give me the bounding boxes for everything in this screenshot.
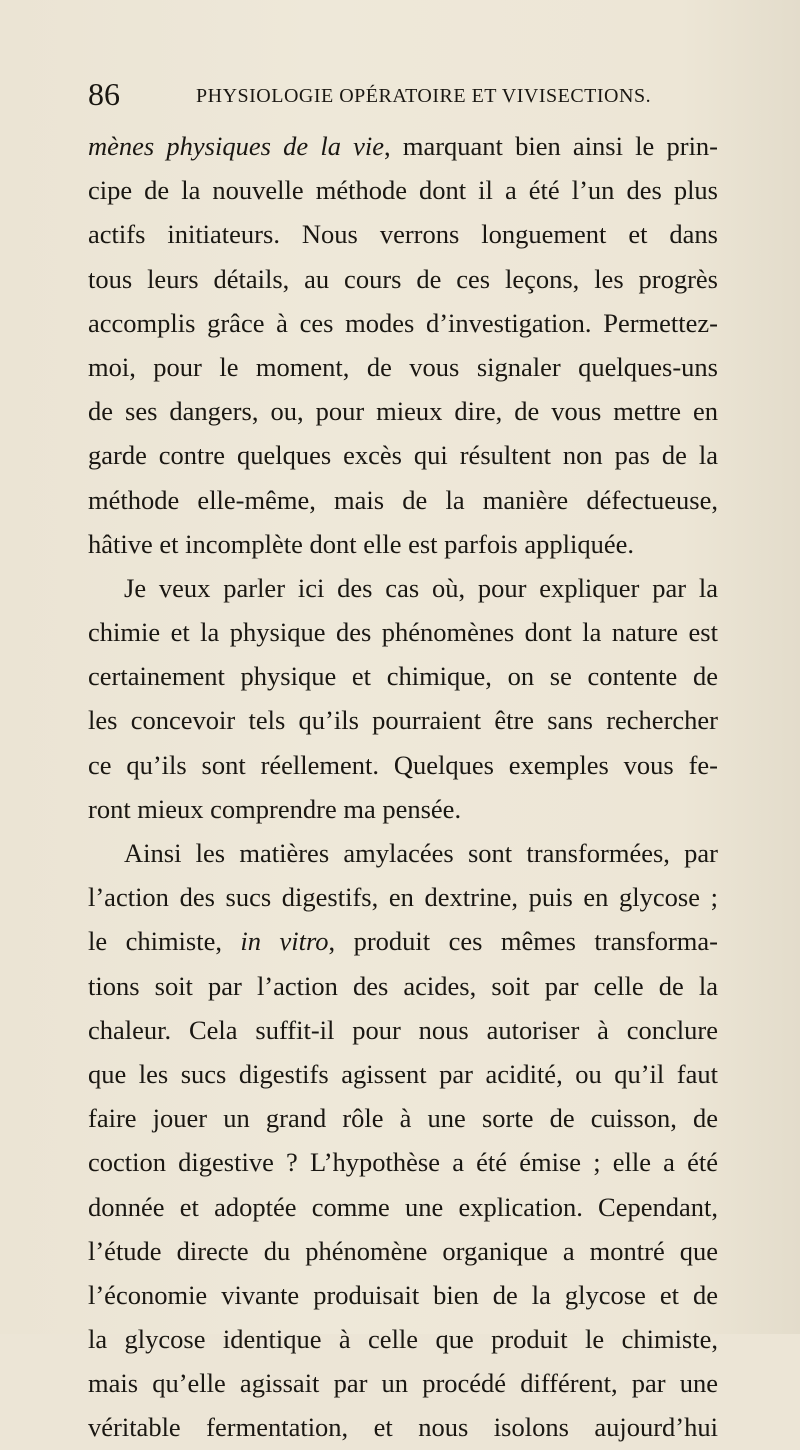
page-number: 86 [88,76,120,112]
text-line: ce qu’ils sont réellement. Quelques exemples vous fe- [88,749,718,780]
text-line: accomplis grâce à ces modes d’investigation. Permettez- [88,307,718,338]
text-line: moi, pour le moment, de vous signaler quelques-uns [88,351,718,382]
text-line: l’action des sucs digestifs, en dextrine, puis en glycose ; [88,882,718,913]
text-line: méthode elle-même, mais de la manière défectueuse, [88,484,718,515]
text-line: chaleur. Cela suffit-il pour nous autoriser à conclure [88,1014,718,1045]
text-line: Ainsi les matières amylacées sont transformées, par [124,838,718,868]
text-line: mais qu’elle agissait par un procédé différent, par une [88,1368,718,1399]
italic-phrase: in vitro [240,926,329,957]
text-line: faire jouer un grand rôle à une sorte de cuisson, de [88,1103,718,1134]
text-line: coction digestive ? L’hypothèse a été émise ; elle a été [88,1147,718,1178]
text-line: l’étude directe du phénomène organique a montré que [88,1235,718,1266]
text-line: les concevoir tels qu’ils pourraient être sans rechercher [88,705,718,736]
text-line: donnée et adoptée comme une explication. Cependant, [88,1191,718,1222]
text-line: mènes physiques de la vie, marquant bien ainsi le prin- [88,131,719,161]
text-line: hâtive et incomplète dont elle est parfois appliquée. [88,528,635,559]
page-header [88,72,728,116]
italic-phrase: mènes physiques de la vie [88,131,385,161]
text-line: de ses dangers, ou, pour mieux dire, de vous mettre en [88,396,718,427]
text-line: véritable fermentation, et nous isolons aujourd’hui [88,1412,718,1443]
text-line: que les sucs digestifs agissent par acidité, ou qu’il faut [88,1058,718,1089]
text-line: la glycose identique à celle que produit le chimiste, [88,1324,718,1355]
text-line: chimie et la physique des phénomènes dont la nature est [88,617,718,648]
text-line: le chimiste, in vitro, produit ces mêmes transforma- [88,926,718,957]
text-line: cipe de la nouvelle méthode dont il a été l’un des plus [88,175,718,206]
body-text [88,124,718,1450]
running-head: PHYSIOLOGIE OPÉRATOIRE ET VIVISECTIONS. [196,85,652,107]
text-line: ront mieux comprendre ma pensée. [88,793,462,824]
text-line: l’économie vivante produisait bien de la glycose et de [88,1279,718,1310]
text-line: actifs initiateurs. Nous verrons longuement et dans [88,219,718,250]
text-line: Je veux parler ici des cas où, pour expliquer par la [124,572,718,603]
text-line: tous leurs détails, au cours de ces leçons, les progrès [88,263,718,294]
text-line: tions soit par l’action des acides, soit par celle de la [88,970,718,1001]
text-line: garde contre quelques excès qui résultent non pas de la [88,440,718,471]
text-line: certainement physique et chimique, on se contente de [88,661,718,692]
